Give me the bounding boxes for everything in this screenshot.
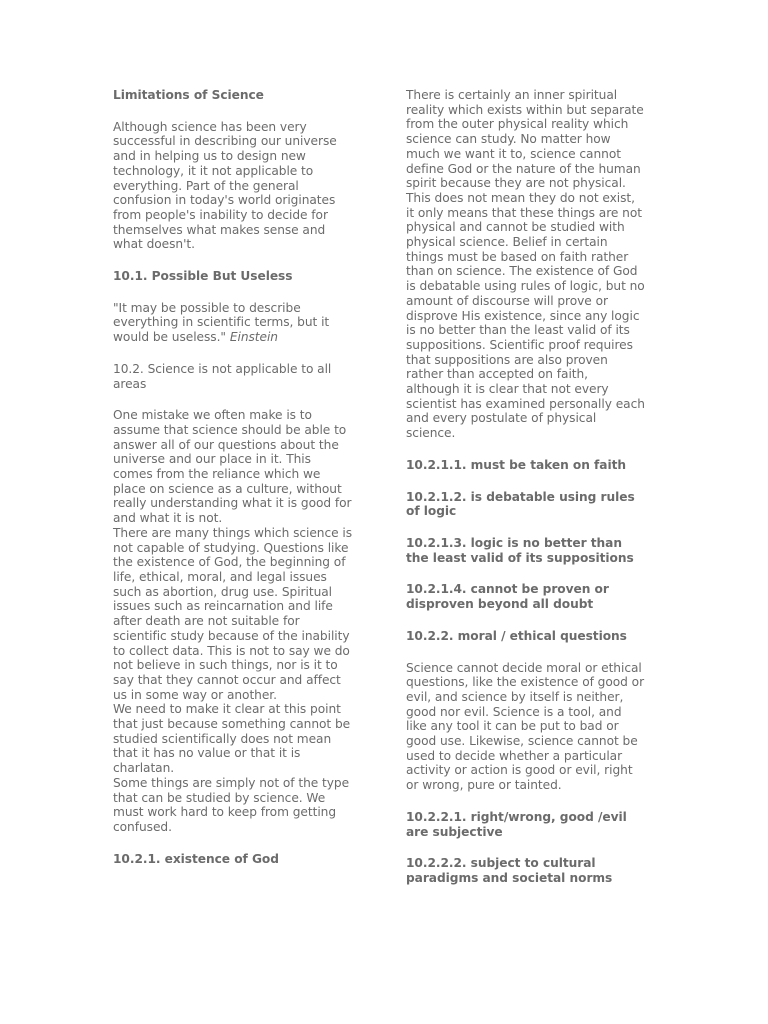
einstein-quote	[113, 301, 369, 345]
quote-author: Einstein	[229, 330, 278, 345]
quote-text: "It may be possible to describe everything in scientific terms, but it would be useless."	[113, 300, 330, 345]
section-heading-10-2-1-1: 10.2.1.1. must be taken on faith	[406, 457, 627, 472]
section-heading-10-2-1-3: 10.2.1.3. logic is no better than the least valid of its suppositions	[406, 535, 634, 565]
moral-ethical-paragraph: Science cannot decide moral or ethical questions, like the existence of good or evil, and science by itself is neither, good nor evil. Science is a tool, and like any tool it can be put to bad or good use. Likewise, science cannot be used to decide whether a particular activity or action is good or evil, right or wrong, pure or tainted.	[406, 660, 645, 793]
section-heading-10-2: 10.2. Science is not applicable to all areas	[113, 361, 332, 391]
section-heading-10-2-2-2: 10.2.2.2. subject to cultural paradigms and societal norms	[406, 856, 613, 885]
intro-paragraph: Although science has been very successful in describing our universe and in helping us to design new technology, it it not applicable to everything. Part of the general confusion in today's world originates from people's inability to decide for themselves what makes sense and what doesn't.	[113, 119, 337, 252]
existence-of-god-paragraph: There is certainly an inner spiritual reality which exists within but separate from the outer physical reality which science can study. No matter how much we want it to, science cannot define God or the nature of the human spirit because they are not physical. This does not mean they do not exist, it only means that these things are not physical and cannot be studied with physical science. Belief in certain things must be based on faith rather than on science. The existence of God is debatable using rules of logic, but no amount of discourse will prove or disprove His existence, since any logic is no better than the least valid of its suppositions. Scientific proof requires that suppositions are also proven rather than accepted on faith, although it is clear that not every scientist has examined personally each and every postulate of physical science.	[406, 88, 645, 441]
section-10-2-body: One mistake we often make is to assume that science should be able to answer all of our questions about the universe and our place in it. This comes from the reliance which we place on science as a culture, without really understanding what it is good for and what it is not. There are many things which science is not capable of studying. Questions like the existence of God, the beginning of life, ethical, moral, and legal issues such as abortion, drug use. Spiritual issues such as reincarnation and life after death are not suitable for scientific study because of the inability to collect data. This is not to say we do not believe in such things, nor is it to say that they cannot occur and affect us in some way or another. We need to make it clear at this point that just because something cannot be studied scientifically does not mean that it has no value or that it is charlatan. Some things are simply not of the type that can be studied by science. We must work hard to keep from getting confused.	[113, 408, 353, 834]
section-heading-10-2-1: 10.2.1. existence of God	[113, 851, 279, 866]
section-heading-10-1: 10.1. Possible But Useless	[113, 269, 293, 284]
section-heading-10-2-2: 10.2.2. moral / ethical questions	[406, 628, 627, 643]
section-heading-10-2-2-1: 10.2.2.1. right/wrong, good /evil are subjective	[406, 809, 627, 839]
left-column	[113, 88, 369, 883]
right-column	[406, 88, 662, 903]
section-heading-10-2-1-4: 10.2.1.4. cannot be proven or disproven beyond all doubt	[406, 582, 609, 612]
section-heading-10-2-1-2: 10.2.1.2. is debatable using rules of logic	[406, 489, 635, 519]
document-title: Limitations of Science	[113, 88, 264, 102]
